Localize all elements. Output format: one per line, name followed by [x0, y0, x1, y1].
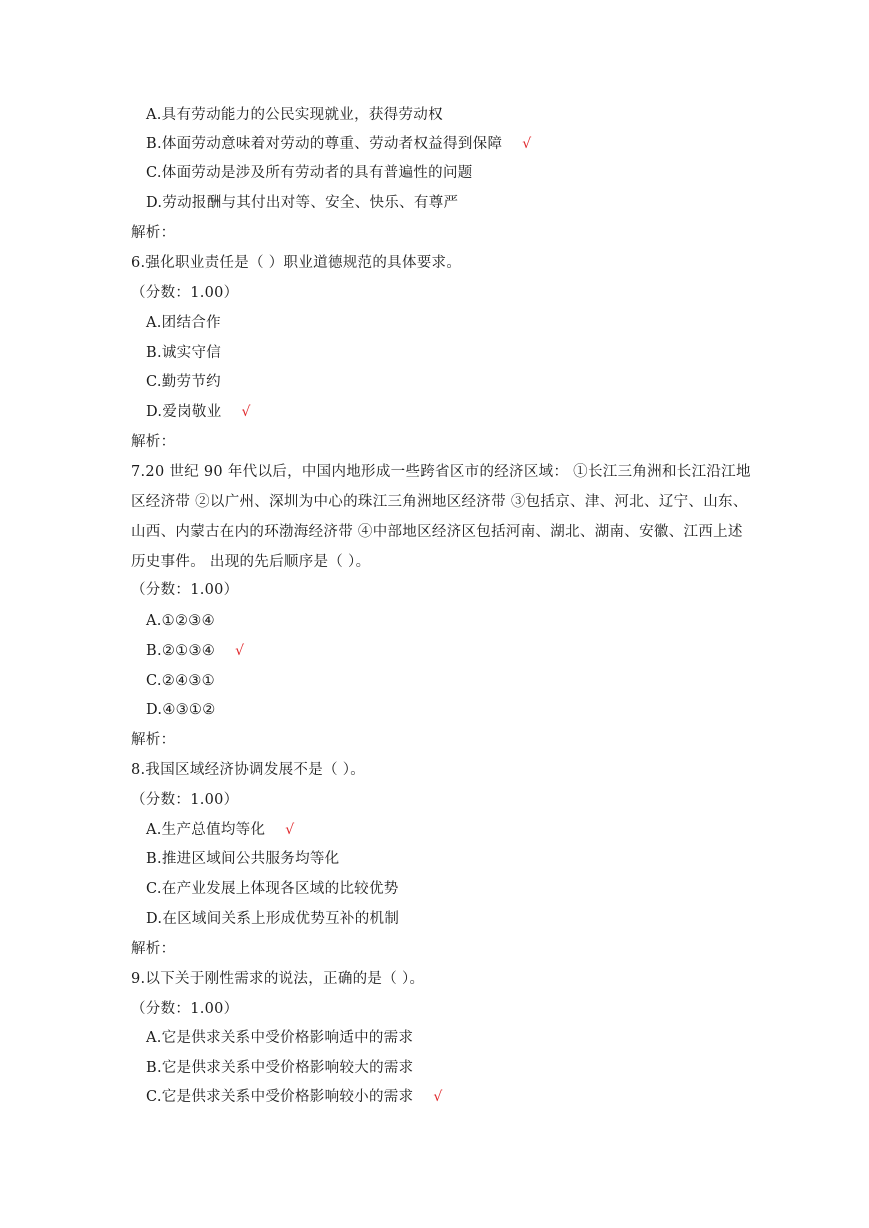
q9-option-b: B.它是供求关系中受价格影响较大的需求: [146, 1060, 414, 1076]
q7-option-c: C.②④③①: [146, 673, 215, 689]
q7-option-b: B.②①③④ √: [146, 643, 245, 659]
q8-option-b: B.推进区域间公共服务均等化: [146, 851, 340, 867]
q7-option-a: A.①②③④: [146, 613, 215, 629]
q6-question: 6.强化职业责任是（ ）职业道德规范的具体要求。: [131, 255, 462, 271]
q6-score: （分数：1.00）: [131, 285, 239, 301]
q5-option-a: A.具有劳动能力的公民实现就业，获得劳动权: [146, 107, 443, 123]
q5-option-d: D.劳动报酬与其付出对等、安全、快乐、有尊严: [146, 195, 459, 211]
q5-option-b: B.体面劳动意味着对劳动的尊重、劳动者权益得到保障 √: [146, 136, 532, 152]
q7-question: 7.20 世纪 90 年代以后，中国内地形成一些跨省区市的经济区域： ①长江三角洲和长江沿江地区经济带 ②以广州、深圳为中心的珠江三角洲地区经济带 ③包括京、津、河北、辽宁、山东、山西、内蒙古在内的环渤海经济带 ④中部地区经济区包括河南、湖北、湖南、安徽、江西上述历史事件。 出现的先后顺序是（ ）。: [131, 464, 751, 570]
q5-analysis: 解析：: [131, 225, 176, 241]
correct-check-icon: √: [241, 404, 251, 420]
correct-check-icon: √: [235, 643, 245, 659]
q7-analysis: 解析：: [131, 732, 176, 748]
q6-option-b: B.诚实守信: [146, 345, 222, 361]
q9-question: 9.以下关于刚性需求的说法，正确的是（ ）。: [131, 971, 425, 987]
q8-analysis: 解析：: [131, 941, 176, 957]
q8-option-c: C.在产业发展上体现各区域的比较优势: [146, 881, 399, 897]
q9-option-a: A.它是供求关系中受价格影响适中的需求: [146, 1030, 414, 1046]
q8-score: （分数：1.00）: [131, 792, 239, 808]
q6-analysis: 解析：: [131, 434, 176, 450]
q8-option-d: D.在区域间关系上形成优势互补的机制: [146, 911, 400, 927]
q8-option-a: A.生产总值均等化 √: [146, 822, 295, 838]
q6-option-d: D.爱岗敬业 √: [146, 404, 251, 420]
q6-option-c: C.勤劳节约: [146, 374, 221, 390]
correct-check-icon: √: [522, 136, 532, 152]
q9-score: （分数：1.00）: [131, 1001, 239, 1017]
q7-score: （分数：1.00）: [131, 582, 239, 598]
q6-option-a: A.团结合作: [146, 315, 221, 331]
q5-option-c: C.体面劳动是涉及所有劳动者的具有普遍性的问题: [146, 165, 473, 181]
q8-question: 8.我国区域经济协调发展不是（ ）。: [131, 762, 366, 778]
correct-check-icon: √: [433, 1089, 443, 1105]
q7-option-d: D.④③①②: [146, 702, 216, 718]
q9-option-c: C.它是供求关系中受价格影响较小的需求 √: [146, 1089, 443, 1105]
correct-check-icon: √: [285, 822, 295, 838]
